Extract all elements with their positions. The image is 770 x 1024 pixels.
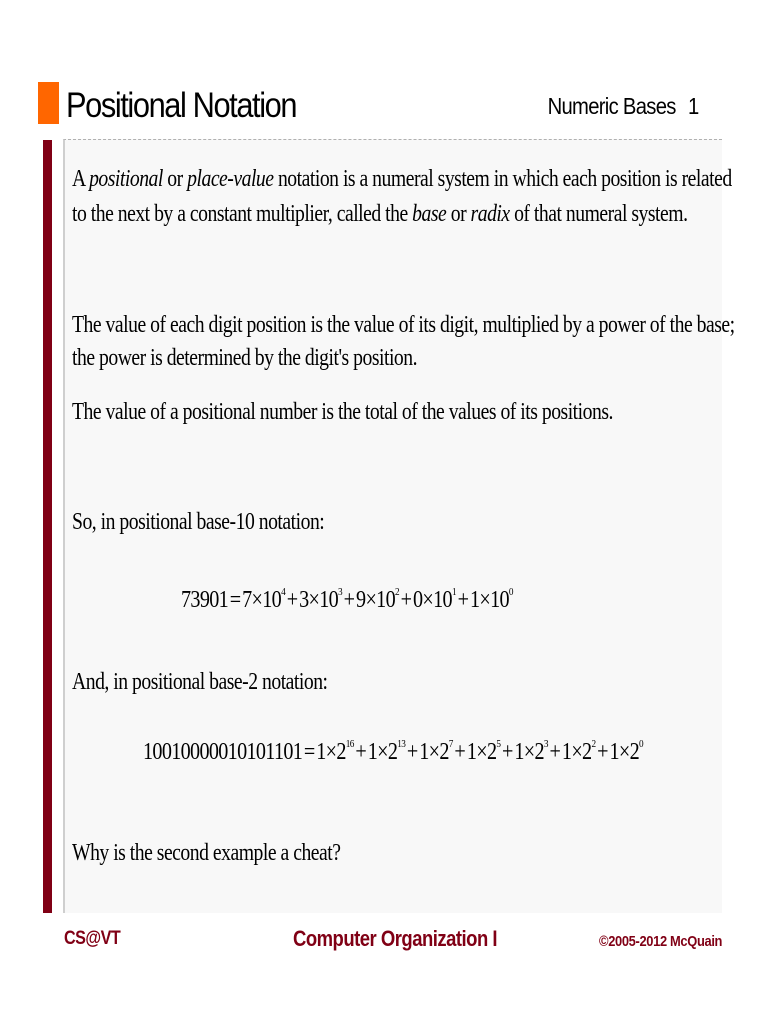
exponent: 3 xyxy=(543,738,548,750)
times-sign: × xyxy=(325,739,337,765)
exponent: 16 xyxy=(345,738,354,750)
plus-sign: + xyxy=(501,739,513,765)
exponent: 13 xyxy=(397,738,406,750)
base: 2 xyxy=(534,739,544,765)
equals-sign: = xyxy=(303,739,315,765)
plus-sign: + xyxy=(454,739,466,765)
base: 2 xyxy=(387,739,398,765)
coef: 9 xyxy=(356,587,366,613)
exponent: 1 xyxy=(451,586,456,598)
plus-sign: + xyxy=(355,739,367,765)
coef: 1 xyxy=(419,739,429,765)
page-number: 1 xyxy=(688,93,699,119)
plus-sign: + xyxy=(400,587,412,613)
section-name: Numeric Bases xyxy=(548,93,677,119)
slide-subtitle xyxy=(548,91,699,121)
term-base: base xyxy=(412,201,447,227)
base: 2 xyxy=(582,739,592,765)
intro-line-2 xyxy=(72,199,687,230)
coef: 1 xyxy=(469,587,480,613)
times-sign: × xyxy=(479,587,491,613)
equals-sign: = xyxy=(229,587,241,613)
value-line-2: the power is determined by the digit's position. xyxy=(72,345,418,371)
exponent: 2 xyxy=(394,586,399,598)
times-sign: × xyxy=(251,587,263,613)
plus-sign: + xyxy=(597,739,608,765)
times-sign: × xyxy=(428,739,440,765)
times-sign: × xyxy=(523,739,535,765)
footer-copyright: ©2005-2012 McQuain xyxy=(598,933,722,950)
times-sign: × xyxy=(377,739,388,765)
slide-title: Positional Notation xyxy=(66,86,297,125)
base: 10 xyxy=(490,587,509,613)
text: to the next by a constant multiplier, called the xyxy=(72,201,413,227)
base10-label: So, in positional base-10 notation: xyxy=(72,509,325,535)
coef: 1 xyxy=(514,739,524,765)
coef: 1 xyxy=(466,739,477,765)
plus-sign: + xyxy=(457,587,469,613)
plus-sign: + xyxy=(406,739,418,765)
coef: 1 xyxy=(609,739,619,765)
exponent: 0 xyxy=(508,586,513,598)
base2-label: And, in positional base-2 notation: xyxy=(72,669,328,695)
text: of that numeral system. xyxy=(509,201,688,227)
question-line: Why is the second example a cheat? xyxy=(72,840,341,866)
coef: 1 xyxy=(367,739,378,765)
plus-sign: + xyxy=(549,739,561,765)
total-line: The value of a positional number is the total of the values of its positions. xyxy=(72,399,613,425)
base10-equation xyxy=(181,585,513,615)
text: or xyxy=(446,201,471,227)
coef: 1 xyxy=(316,739,326,765)
exponent: 4 xyxy=(281,586,286,598)
base: 2 xyxy=(486,739,497,765)
times-sign: × xyxy=(618,739,630,765)
base: 10 xyxy=(319,587,339,613)
footer-org: CS@VT xyxy=(64,928,121,949)
plus-sign: + xyxy=(343,587,355,613)
text: or xyxy=(162,166,188,192)
exponent: 0 xyxy=(639,738,643,750)
term-positional: positional xyxy=(89,166,163,192)
base: 2 xyxy=(336,739,346,765)
left-accent-bar xyxy=(43,140,52,913)
term-radix: radix xyxy=(470,201,510,227)
times-sign: × xyxy=(571,739,583,765)
times-sign: × xyxy=(476,739,487,765)
text: A xyxy=(72,166,90,192)
text: notation is a numeral system in which each position is related xyxy=(273,166,732,192)
times-sign: × xyxy=(422,587,434,613)
times-sign: × xyxy=(308,587,320,613)
base: 10 xyxy=(262,587,282,613)
base: 2 xyxy=(439,739,449,765)
footer-course: Computer Organization I xyxy=(293,926,498,951)
exponent: 2 xyxy=(591,738,596,750)
exponent: 3 xyxy=(338,586,342,598)
exponent: 7 xyxy=(448,738,453,750)
base2-equation xyxy=(143,737,643,767)
base: 2 xyxy=(629,739,640,765)
base: 10 xyxy=(433,587,452,613)
coef: 7 xyxy=(242,587,252,613)
eq-lhs: 73901 xyxy=(181,587,229,613)
term-place-value: place-value xyxy=(187,166,274,192)
base: 10 xyxy=(376,587,395,613)
intro-line-1 xyxy=(72,164,732,195)
value-line-1: The value of each digit position is the value of its digit, multiplied by a power of the base; xyxy=(72,312,735,338)
coef: 0 xyxy=(413,587,423,613)
times-sign: × xyxy=(365,587,377,613)
eq-lhs: 10010000010101101 xyxy=(143,739,303,765)
exponent: 5 xyxy=(496,738,501,750)
plus-sign: + xyxy=(286,587,298,613)
title-marker xyxy=(38,82,59,124)
coef: 1 xyxy=(561,739,572,765)
coef: 3 xyxy=(299,587,309,613)
